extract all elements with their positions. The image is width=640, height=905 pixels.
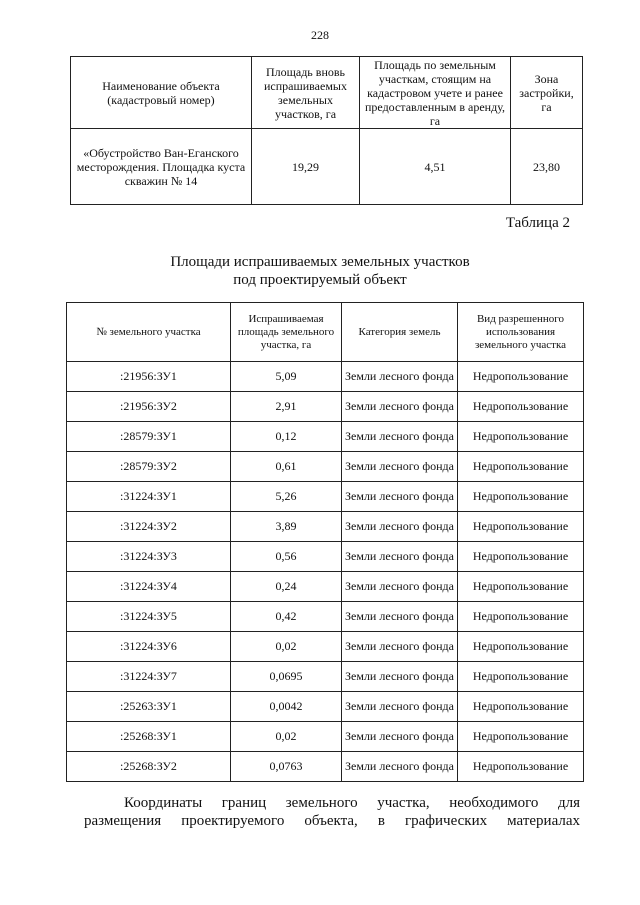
table-row [67, 752, 584, 782]
table-cell: 0,02 [231, 722, 342, 752]
table-cell: 0,56 [231, 542, 342, 572]
table-title-line: под проектируемый объект [233, 272, 407, 288]
table-cell: :28579:ЗУ1 [67, 422, 231, 452]
table-header-row [71, 57, 583, 129]
table-cell: Недропользование [458, 602, 584, 632]
table-row [67, 422, 584, 452]
table-cell: 3,89 [231, 512, 342, 542]
objects-table [70, 56, 583, 205]
table-row [67, 572, 584, 602]
table-cell: Земли лесного фонда [342, 542, 458, 572]
table-cell: 0,42 [231, 602, 342, 632]
table-cell: 0,0763 [231, 752, 342, 782]
table-cell: :25263:ЗУ1 [67, 692, 231, 722]
body-paragraph [84, 794, 580, 830]
table-row [67, 482, 584, 512]
table-cell: «Обустройство Ван-Еганского месторождения. Площадка куста скважин № 14 [71, 129, 252, 205]
table-cell: 0,12 [231, 422, 342, 452]
table-cell: Недропользование [458, 662, 584, 692]
table-row [67, 512, 584, 542]
table-cell: Недропользование [458, 752, 584, 782]
table-cell: Земли лесного фонда [342, 602, 458, 632]
table-cell: :31224:ЗУ6 [67, 632, 231, 662]
table-cell: Недропользование [458, 362, 584, 392]
page-number: 228 [311, 28, 329, 42]
paragraph-line: размещения проектируемого объекта, в графических материалах [84, 813, 580, 829]
table-cell: 0,61 [231, 452, 342, 482]
table-row [67, 692, 584, 722]
table-header-row [67, 303, 584, 362]
land-plots-table [66, 302, 584, 782]
table-cell: Недропользование [458, 452, 584, 482]
table-cell: :31224:ЗУ4 [67, 572, 231, 602]
table-cell: :28579:ЗУ2 [67, 452, 231, 482]
header-cell: Испрашиваемая площадь земельного участка, га [231, 303, 342, 362]
table-cell: Земли лесного фонда [342, 692, 458, 722]
table-cell: Земли лесного фонда [342, 722, 458, 752]
table-row [67, 362, 584, 392]
paragraph-line: Координаты границ земельного участка, необходимого для [124, 795, 580, 811]
table-cell: Недропользование [458, 572, 584, 602]
header-cell: Площадь по земельным участкам, стоящим на кадастровом учете и ранее предоставленным в аренду, га [360, 57, 511, 129]
table-row [67, 542, 584, 572]
table-cell: :25268:ЗУ2 [67, 752, 231, 782]
table-cell: :31224:ЗУ2 [67, 512, 231, 542]
table-cell: 19,29 [252, 129, 360, 205]
table-label: Таблица 2 [505, 215, 570, 231]
table-cell: Земли лесного фонда [342, 662, 458, 692]
table-cell: :31224:ЗУ5 [67, 602, 231, 632]
table-cell: 0,24 [231, 572, 342, 602]
table-cell: Земли лесного фонда [342, 422, 458, 452]
table-cell: Недропользование [458, 542, 584, 572]
table-cell: :25268:ЗУ1 [67, 722, 231, 752]
table-cell: 0,02 [231, 632, 342, 662]
table-cell: Недропользование [458, 692, 584, 722]
table-title-line: Площади испрашиваемых земельных участков [170, 254, 470, 270]
table-cell: Земли лесного фонда [342, 362, 458, 392]
table-row [67, 632, 584, 662]
table-cell: Недропользование [458, 632, 584, 662]
header-cell: Наименование объекта (кадастровый номер) [71, 57, 252, 129]
table-cell: Недропользование [458, 392, 584, 422]
table-cell: :31224:ЗУ1 [67, 482, 231, 512]
table-row [67, 602, 584, 632]
table-cell: 0,0695 [231, 662, 342, 692]
table-row [67, 662, 584, 692]
table-cell: Недропользование [458, 722, 584, 752]
table-cell: :21956:ЗУ2 [67, 392, 231, 422]
table-cell: :31224:ЗУ7 [67, 662, 231, 692]
table-cell: :21956:ЗУ1 [67, 362, 231, 392]
table-cell: Недропользование [458, 422, 584, 452]
table-cell: Земли лесного фонда [342, 512, 458, 542]
table-cell: 2,91 [231, 392, 342, 422]
table-row [67, 392, 584, 422]
table-body [67, 362, 584, 782]
table-cell: 5,26 [231, 482, 342, 512]
table-cell: Земли лесного фонда [342, 752, 458, 782]
table-row [67, 452, 584, 482]
table-cell: Земли лесного фонда [342, 452, 458, 482]
table-cell: 4,51 [360, 129, 511, 205]
header-cell: Зона застройки, га [511, 57, 583, 129]
table-cell: Недропользование [458, 512, 584, 542]
header-cell: Категория земель [342, 303, 458, 362]
table-title [0, 253, 640, 289]
table-row [67, 722, 584, 752]
table-cell: Земли лесного фонда [342, 632, 458, 662]
header-cell: Вид разрешенного использования земельного участка [458, 303, 584, 362]
table-cell: :31224:ЗУ3 [67, 542, 231, 572]
table-cell: 23,80 [511, 129, 583, 205]
table-row [71, 129, 583, 205]
header-cell: № земельного участка [67, 303, 231, 362]
table-cell: Земли лесного фонда [342, 572, 458, 602]
table-cell: 0,0042 [231, 692, 342, 722]
table-cell: Земли лесного фонда [342, 482, 458, 512]
table-cell: Недропользование [458, 482, 584, 512]
header-cell: Площадь вновь испрашиваемых земельных участков, га [252, 57, 360, 129]
table-cell: 5,09 [231, 362, 342, 392]
table-cell: Земли лесного фонда [342, 392, 458, 422]
